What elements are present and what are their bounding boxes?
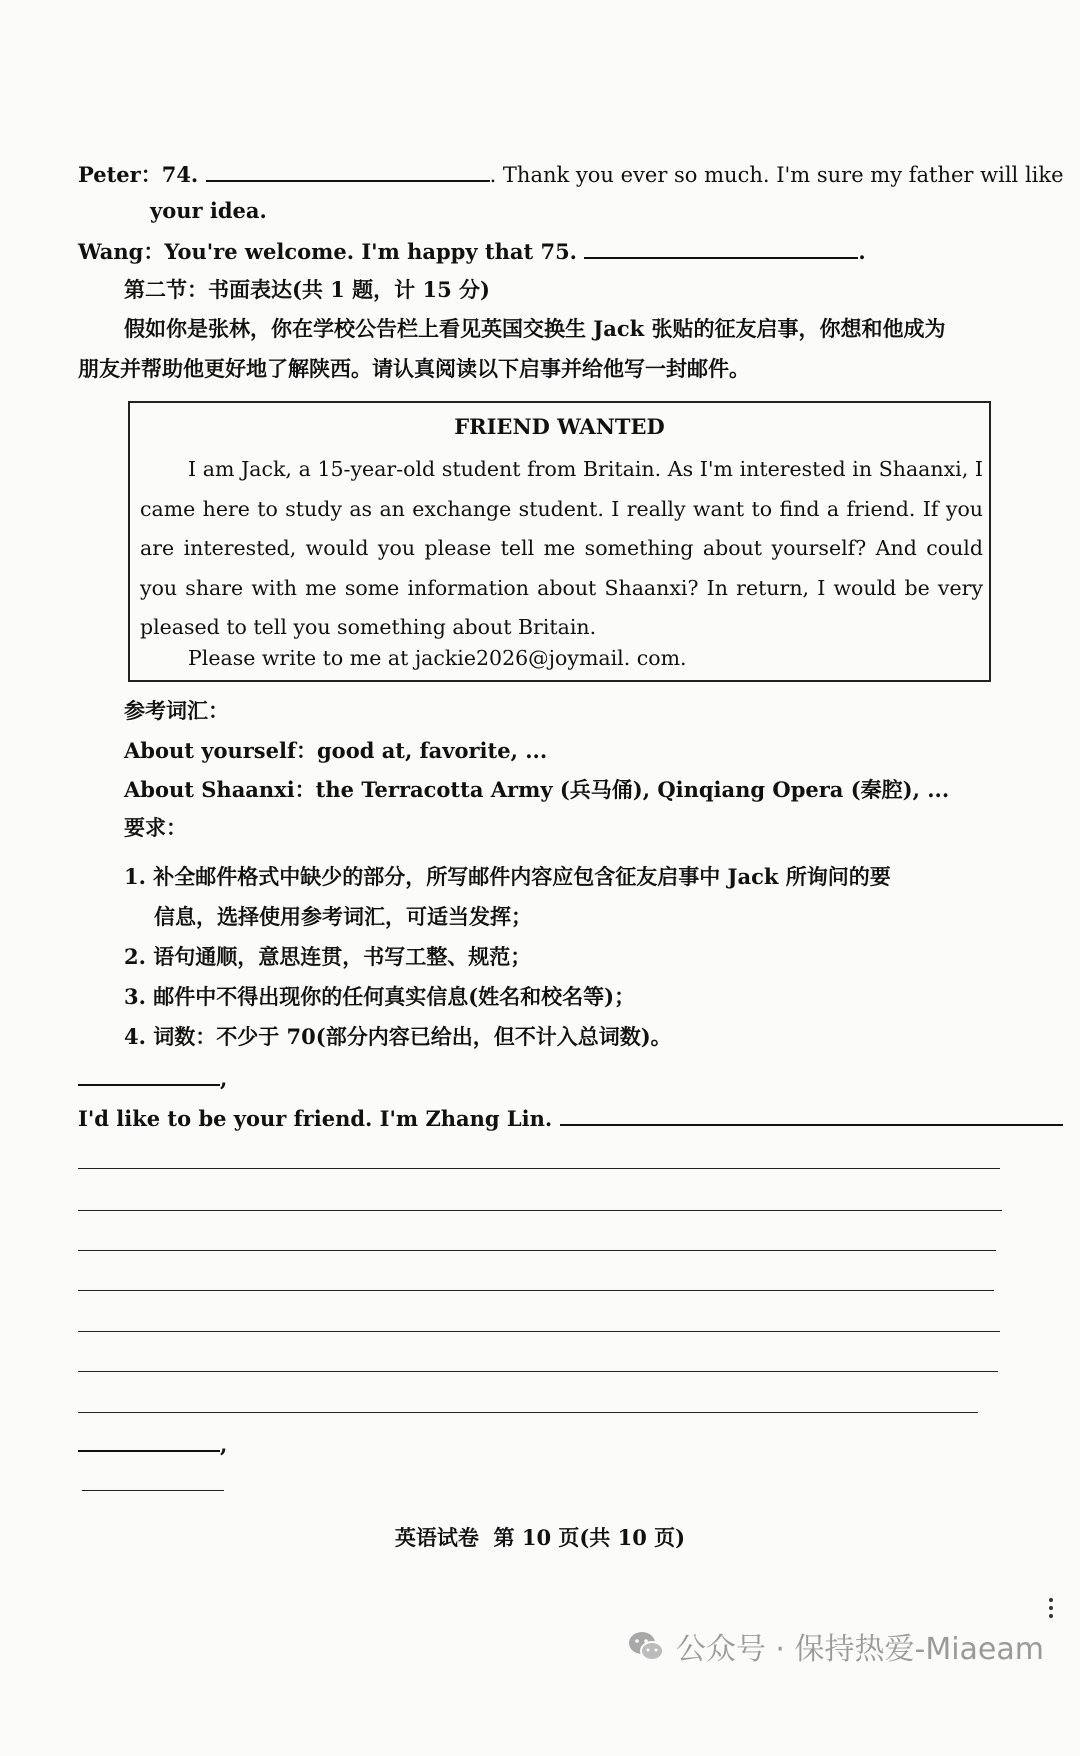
peter-line-continued: your idea.	[150, 198, 267, 223]
wechat-icon	[626, 1626, 666, 1666]
prompt-line-1: 假如你是张林，你在学校公告栏上看见英国交换生 Jack 张贴的征友启事，你想和他成为	[124, 316, 946, 341]
requirement-item: 信息，选择使用参考词汇，可适当发挥；	[154, 904, 532, 929]
greeting-line	[78, 1064, 227, 1094]
requirements-heading: 要求：	[124, 815, 187, 840]
writing-line[interactable]	[78, 1371, 998, 1372]
closing-comma: ,	[220, 1432, 228, 1457]
prompt-line-2: 朋友并帮助他更好地了解陕西。请认真阅读以下启事并给他写一封邮件。	[78, 356, 750, 381]
writing-line[interactable]	[78, 1331, 1000, 1332]
vocab-line-1: About yourself：good at, favorite, ...	[124, 738, 548, 763]
requirement-item: 2. 语句通顺，意思连贯，书写工整、规范；	[124, 944, 532, 969]
answer-blank-74[interactable]	[206, 162, 490, 182]
notice-email-line: Please write to me at jackie2026@joymail. com.	[188, 646, 687, 670]
watermark-text: 公众号 · 保持热爱-Miaeam	[675, 1632, 1044, 1667]
requirement-item: 4. 词数：不少于 70(部分内容已给出，但不计入总词数)。	[124, 1024, 672, 1049]
peter-line-text: . Thank you ever so much. I'm sure my father will like	[489, 163, 1064, 187]
notice-title: FRIEND WANTED	[454, 414, 665, 439]
writing-line[interactable]	[78, 1168, 1000, 1169]
writing-line[interactable]	[78, 1290, 994, 1291]
page-footer	[0, 1522, 1080, 1552]
notice-body-text: I am Jack, a 15-year-old student from Britain. As I'm interested in Shaanxi, I came here to study as an exchange student. I really want to find a friend. If you are interested, would you please tell me something about yourself? And could you share with me some information about Shaanxi? In return, I would be very pleased to tell you something about Britain.	[140, 457, 983, 639]
answer-blank-75[interactable]	[584, 239, 858, 259]
friend-wanted-notice	[128, 401, 991, 682]
writing-blank[interactable]	[560, 1106, 1063, 1126]
requirement-item: 1. 补全邮件格式中缺少的部分，所写邮件内容应包含征友启事中 Jack 所询问的要	[124, 864, 891, 889]
writing-line[interactable]	[78, 1250, 996, 1251]
requirement-item: 3. 邮件中不得出现你的任何真实信息(姓名和校名等)；	[124, 984, 636, 1009]
footer-page-number: 第 10 页(共 10 页)	[493, 1525, 686, 1550]
greeting-comma: ,	[220, 1066, 228, 1091]
watermark	[626, 1624, 1044, 1668]
greeting-blank[interactable]	[78, 1066, 220, 1086]
signature-line[interactable]	[82, 1490, 224, 1491]
footer-subject: 英语试卷	[394, 1525, 479, 1550]
wang-speaker: Wang：You're welcome. I'm happy that 75.	[78, 239, 577, 264]
vocab-line-2: About Shaanxi：the Terracotta Army (兵马俑), Qinqiang Opera (秦腔), ...	[124, 777, 950, 802]
wang-line-end: .	[858, 239, 866, 264]
closing-blank[interactable]	[78, 1432, 220, 1452]
dialogue-wang	[78, 237, 866, 267]
writing-line[interactable]	[78, 1210, 1002, 1211]
notice-body	[140, 450, 983, 648]
writing-line[interactable]	[78, 1412, 978, 1413]
dialogue-peter	[78, 160, 1064, 190]
section-heading: 第二节：书面表达(共 1 题，计 15 分)	[124, 277, 490, 302]
opening-line	[78, 1104, 1063, 1134]
vocab-heading: 参考词汇：	[124, 698, 229, 723]
more-options-icon[interactable]	[1049, 1598, 1055, 1622]
opening-text: I'd like to be your friend. I'm Zhang Lin.	[78, 1106, 553, 1131]
closing-line	[78, 1430, 227, 1460]
peter-speaker: Peter：74.	[78, 162, 199, 187]
